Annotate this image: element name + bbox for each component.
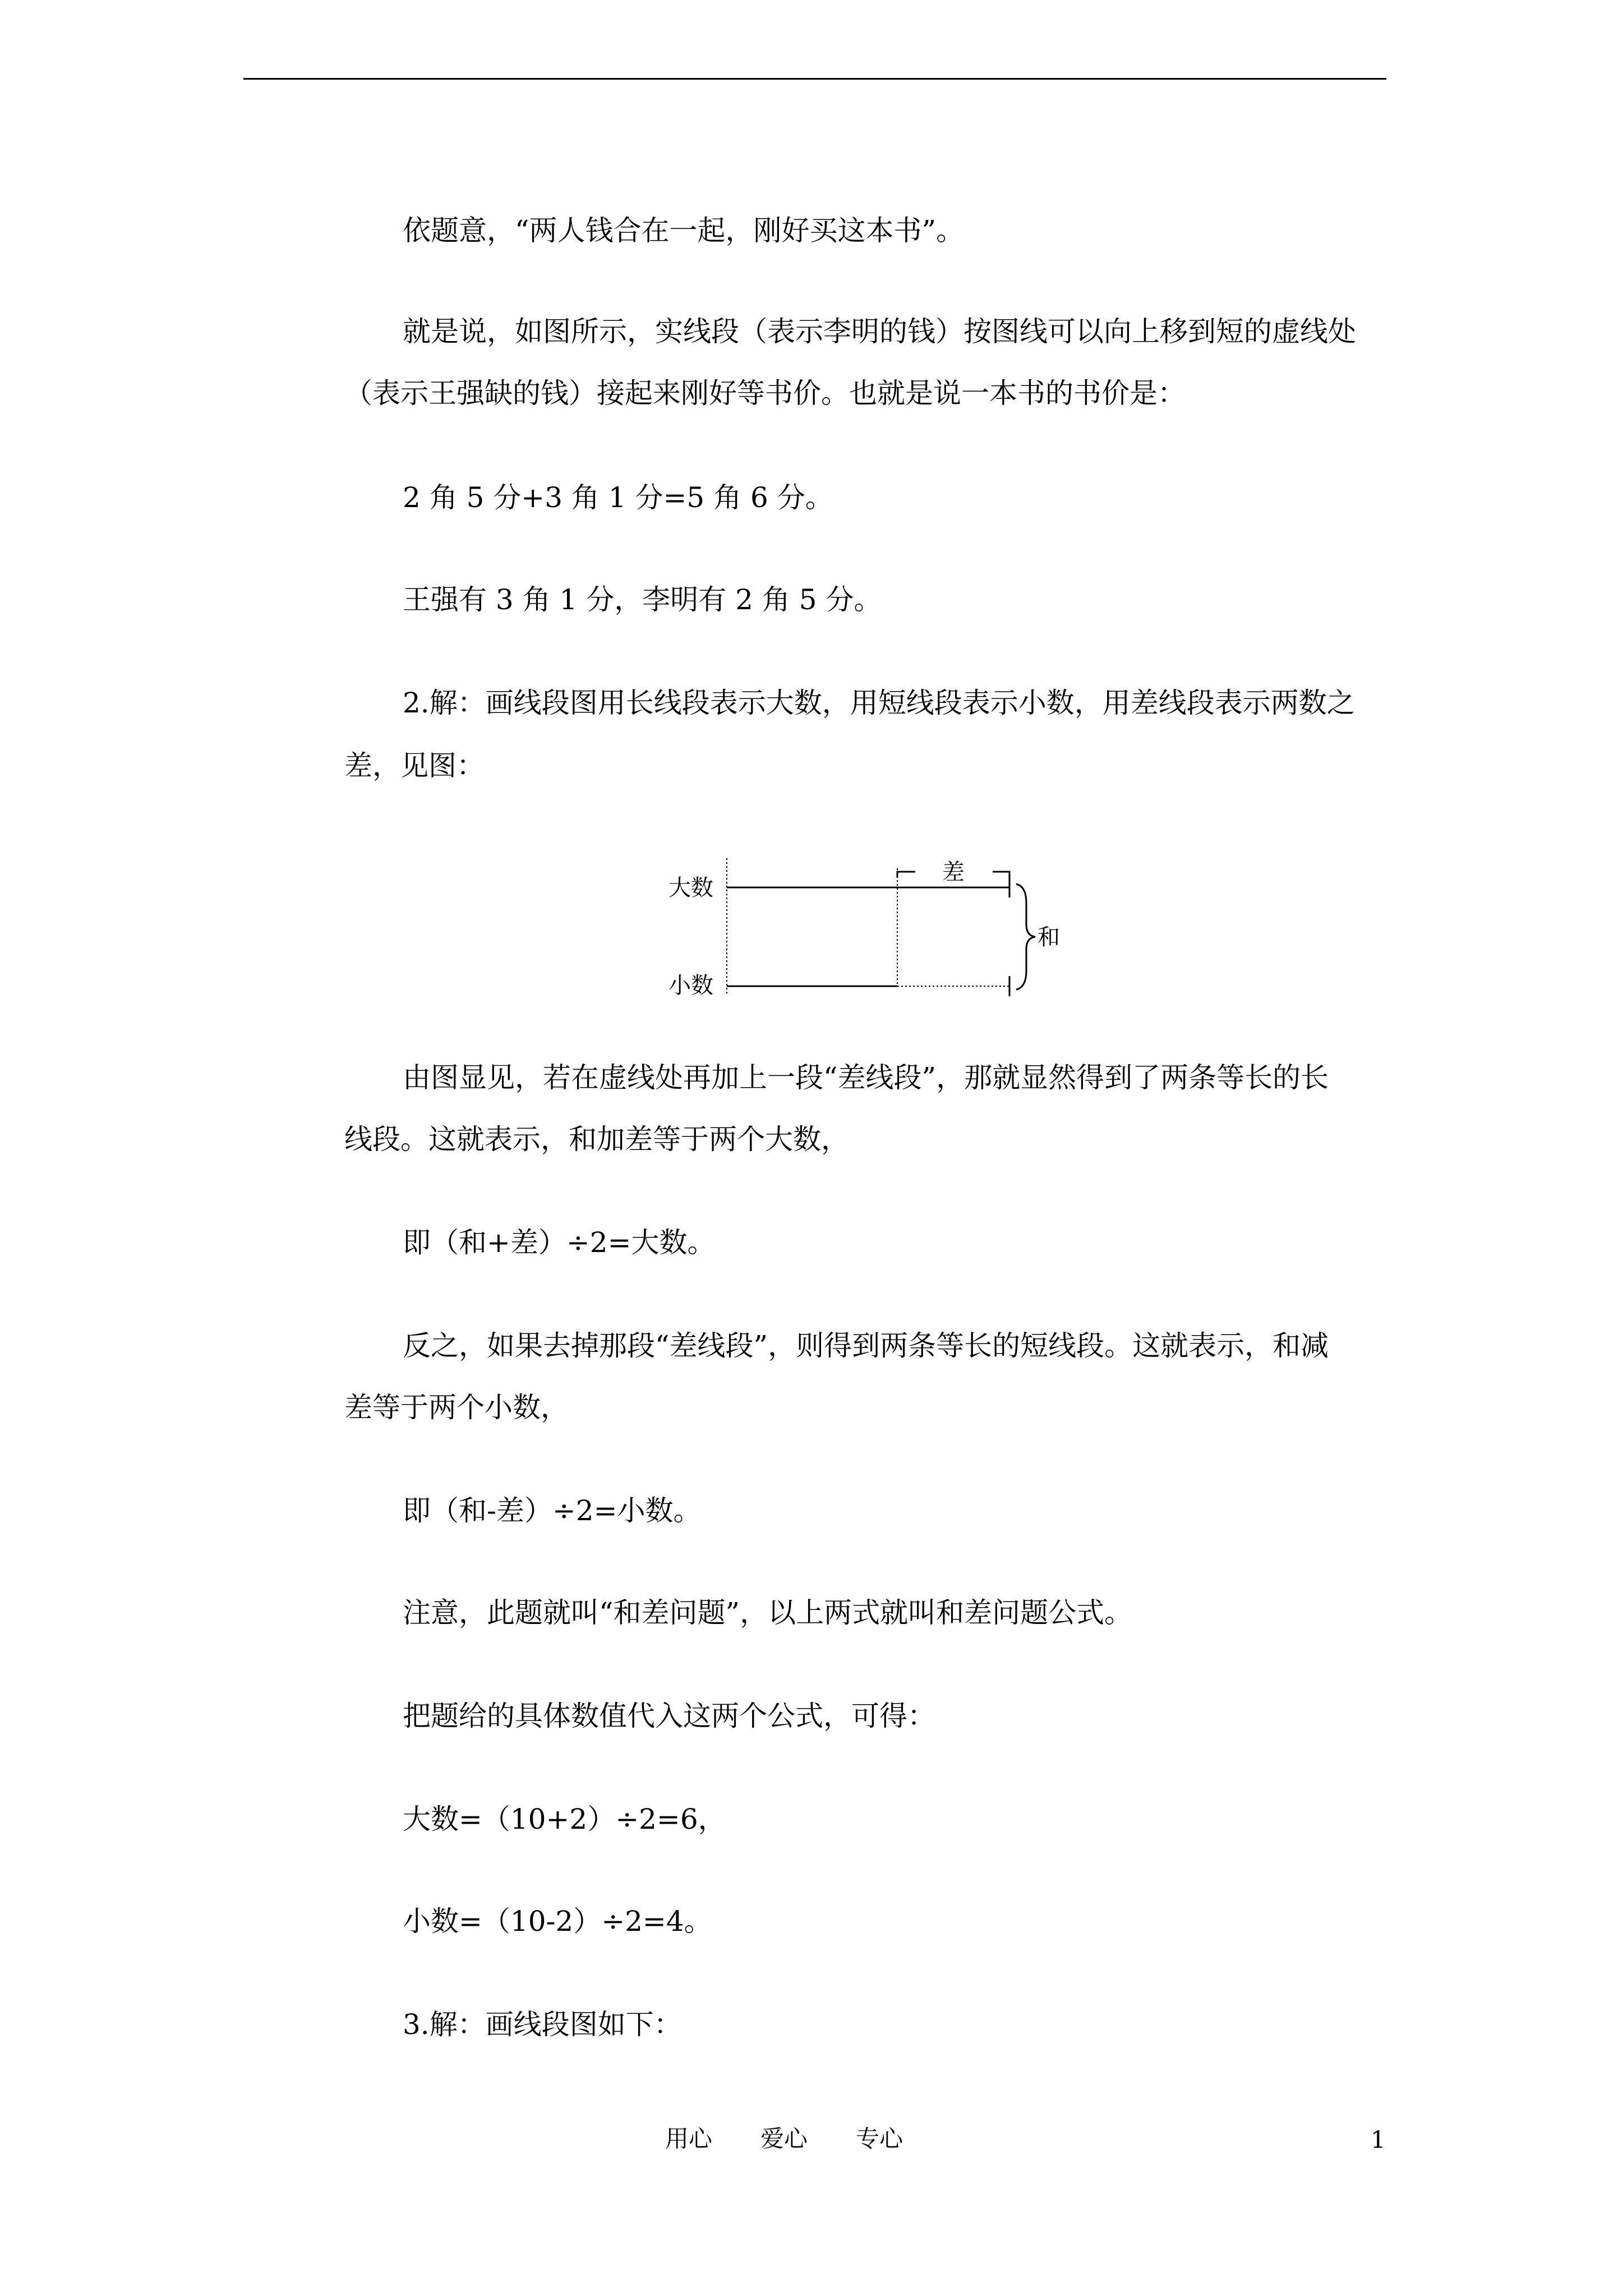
label-diff: 差 bbox=[942, 859, 965, 885]
formula-big: 即（和+差）÷2=大数。 bbox=[403, 1226, 716, 1259]
label-small: 小数 bbox=[668, 973, 713, 997]
paragraph-2-line-2: （表示王强缺的钱）接起来刚好等书价。也就是说一本书的书价是： bbox=[344, 377, 1186, 409]
footer-item-3: 专心 bbox=[856, 2125, 903, 2152]
paragraph-7-line-2: 差等于两个小数， bbox=[344, 1391, 569, 1424]
paragraph-10: 3.解：画线段图如下： bbox=[403, 2008, 682, 2041]
result-big: 大数=（10+2）÷2=6， bbox=[403, 1803, 726, 1835]
difference-bracket-right bbox=[993, 872, 1009, 877]
result-small: 小数=（10-2）÷2=4。 bbox=[403, 1905, 712, 1938]
footer-item-1: 用心 bbox=[665, 2125, 713, 2152]
paragraph-6-line-2: 线段。这就表示，和加差等于两个大数， bbox=[344, 1123, 849, 1156]
paragraph-6-line-1: 由图显见，若在虚线处再加上一段“差线段”，那就显然得到了两条等长的长 bbox=[403, 1061, 1329, 1094]
difference-bracket bbox=[897, 872, 915, 877]
page-number: 1 bbox=[1371, 2126, 1386, 2154]
label-big: 大数 bbox=[668, 875, 713, 901]
paragraph-5-line-2: 差，见图： bbox=[344, 749, 485, 782]
label-sum: 和 bbox=[1038, 924, 1060, 950]
paragraph-4: 王强有 3 角 1 分，李明有 2 角 5 分。 bbox=[403, 583, 882, 616]
paragraph-7-line-1: 反之，如果去掉那段“差线段”，则得到两条等长的短线段。这就表示，和减 bbox=[403, 1329, 1329, 1362]
footer-motto bbox=[665, 2127, 903, 2151]
formula-small: 即（和-差）÷2=小数。 bbox=[403, 1494, 702, 1527]
paragraph-5-line-1: 2.解：画线段图用长线段表示大数，用短线段表示小数，用差线段表示两数之 bbox=[403, 687, 1355, 719]
paragraph-3: 2 角 5 分+3 角 1 分=5 角 6 分。 bbox=[403, 481, 833, 514]
sum-brace bbox=[1016, 884, 1035, 990]
paragraph-1: 依题意，“两人钱合在一起，刚好买这本书”。 bbox=[403, 214, 965, 247]
header-rule bbox=[243, 78, 1386, 80]
paragraph-2-line-1: 就是说，如图所示，实线段（表示李明的钱）按图线可以向上移到短的虚线处 bbox=[403, 315, 1356, 348]
paragraph-8: 注意，此题就叫“和差问题”，以上两式就叫和差问题公式。 bbox=[403, 1596, 1133, 1629]
footer-item-2: 爱心 bbox=[760, 2125, 808, 2152]
line-segment-diagram bbox=[662, 852, 1066, 997]
paragraph-9: 把题给的具体数值代入这两个公式，可得： bbox=[403, 1700, 935, 1732]
